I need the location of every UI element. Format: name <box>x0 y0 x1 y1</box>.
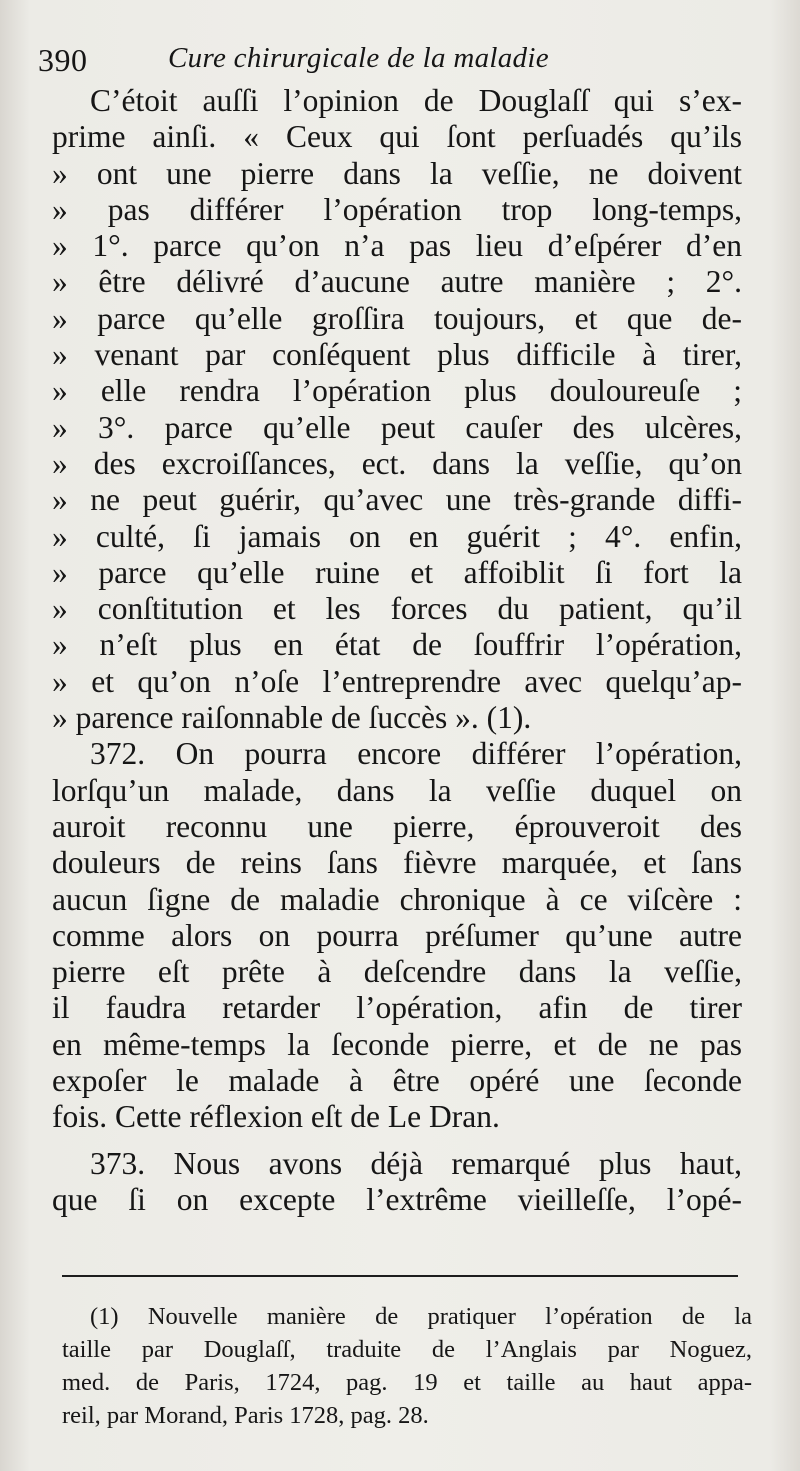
page-number: 390 <box>38 42 88 78</box>
paragraph-373-line: 373. Nous avons déjà remarqué plus haut, <box>90 1145 742 1181</box>
text-line: » et qu’on n’oſe l’entreprendre avec quelqu’ap- <box>52 663 742 699</box>
text-line: » parce qu’elle groſſira toujours, et que de- <box>52 300 742 336</box>
page-header <box>38 38 758 86</box>
text-line: il faudra retarder l’opération, afin de tirer <box>52 990 742 1026</box>
text-line: que ſi on excepte l’extrême vieilleſſe, l’opé- <box>52 1181 742 1217</box>
text-line: » venant par conſéquent plus difficile à tirer, <box>52 337 742 373</box>
text-line: prime ainſi. « Ceux qui ſont perſuadés qu’ils <box>52 119 742 155</box>
text-line: douleurs de reins ſans fièvre marquée, et ſans <box>52 845 742 881</box>
paragraph-372-line: 372. On pourra encore différer l’opération, <box>90 736 742 772</box>
running-head: Cure chirurgicale de la maladie <box>168 42 549 74</box>
text-line: » ne peut guérir, qu’avec une très-grande diffi- <box>52 482 742 518</box>
text-line: » 1°. parce qu’on n’a pas lieu d’eſpérer d’en <box>52 228 742 264</box>
text-line: lorſqu’un malade, dans la veſſie duquel on <box>52 772 742 808</box>
text-line: C’étoit auſſi l’opinion de Douglaſſ qui s’ex- <box>90 83 742 118</box>
body-text <box>52 83 742 1218</box>
text-line: » 3°. parce qu’elle peut cauſer des ulcères, <box>52 409 742 445</box>
text-line: » elle rendra l’opération plus douloureuſe ; <box>52 373 742 409</box>
text-line: » ont une pierre dans la veſſie, ne doivent <box>52 155 742 191</box>
paragraph-gap <box>52 1136 742 1146</box>
text-line: » être délivré d’aucune autre manière ; 2°. <box>52 264 742 300</box>
footnote-line: (1) Nouvelle manière de pratiquer l’opération de la <box>90 1303 752 1330</box>
text-line: auroit reconnu une pierre, éprouveroit des <box>52 808 742 844</box>
text-line: fois. Cette réflexion eſt de Le Dran. <box>52 1099 500 1135</box>
text-line: pierre eſt prête à deſcendre dans la veſſie, <box>52 954 742 990</box>
footnote-line: reil, par Morand, Paris 1728, pag. 28. <box>62 1402 429 1429</box>
footnote <box>62 1300 752 1432</box>
text-line: » n’eſt plus en état de ſouffrir l’opération, <box>52 627 742 663</box>
text-line: en même-temps la ſeconde pierre, et de ne pas <box>52 1026 742 1062</box>
text-line: comme alors on pourra préſumer qu’une autre <box>52 917 742 953</box>
text-line: » pas différer l’opération trop long-temps, <box>52 191 742 227</box>
footnote-line: taille par Douglaſſ, traduite de l’Anglais par Noguez, <box>62 1336 752 1363</box>
footnote-divider <box>62 1275 738 1277</box>
text-line: expoſer le malade à être opéré une ſeconde <box>52 1063 742 1099</box>
text-line: » culté, ſi jamais on en guérit ; 4°. enfin, <box>52 518 742 554</box>
text-line: aucun ſigne de maladie chronique à ce viſcère : <box>52 881 742 917</box>
text-line: » des excroiſſances, ect. dans la veſſie, qu’on <box>52 445 742 481</box>
text-line: » parence raiſonnable de ſuccès ». (1). <box>52 700 532 736</box>
footnote-line: med. de Paris, 1724, pag. 19 et taille au haut appa- <box>62 1369 752 1396</box>
text-line: » parce qu’elle ruine et affoiblit ſi fort la <box>52 554 742 590</box>
text-line: » conſtitution et les forces du patient, qu’il <box>52 591 742 627</box>
